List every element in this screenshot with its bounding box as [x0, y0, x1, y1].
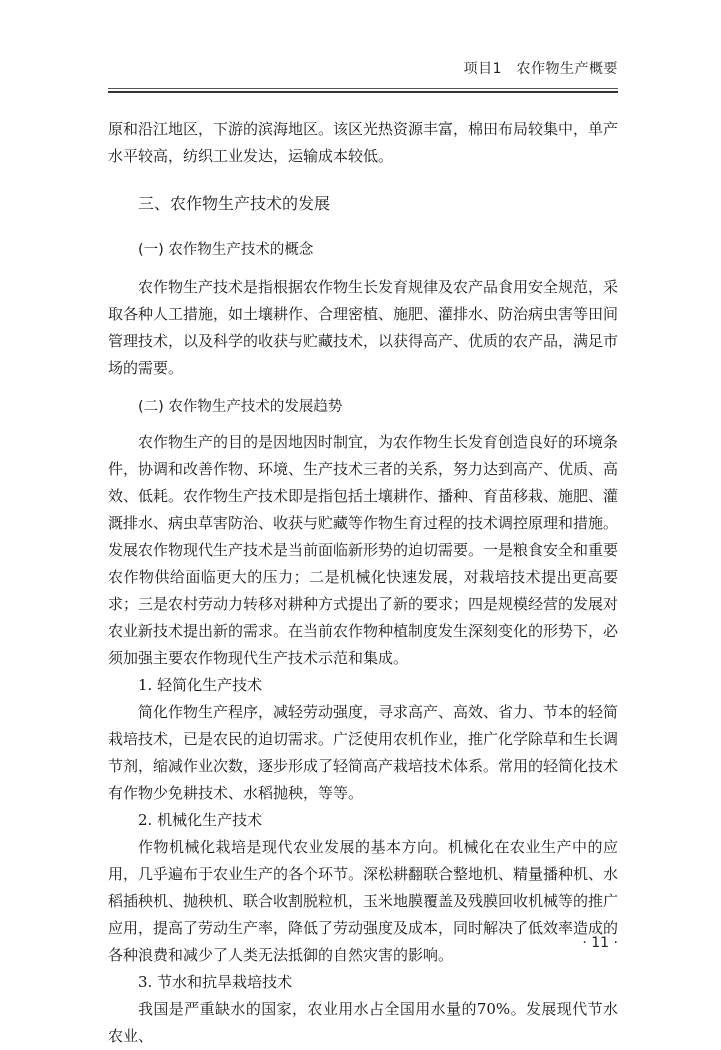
running-header: 项目1 农作物生产概要: [463, 61, 618, 77]
water-saving-paragraph: 我国是严重缺水的国家，农业用水占全国用水量的70%。发展现代节水农业、: [108, 1000, 618, 1045]
item-heading-mechanized: 2. 机械化生产技术: [138, 811, 263, 829]
page-body: [108, 116, 618, 1050]
item-heading-simplified: 1. 轻简化生产技术: [138, 676, 263, 694]
subsection-heading-trend: (二) 农作物生产技术的发展趋势: [138, 399, 343, 415]
header-rule-thick: [108, 91, 618, 93]
header-rule-thin: [108, 88, 618, 89]
trend-paragraph: 农作物生产的目的是因地因时制宜，为农作物生长发育创造良好的环境条件，协调和改善作物、环境、生产技术三者的关系，努力达到高产、优质、高效、低耗。农作物生产技术即是指包括土壤耕作、播种、育苗移栽、施肥、灌溉排水、病虫草害防治、收获与贮藏等作物生育过程的技术调控原理和措施。发展农作物现代生产技术是当前面临新形势的迫切需要。一是粮食安全和重要农作物供给面临更大的压力；二是机械化快速发展，对栽培技术提出更高要求；三是农村劳动力转移对耕种方式提出了新的要求；四是规模经营的发展对农业新技术提出新的需求。在当前农作物种植制度发生深刻变化的形势下，必须加强主要农作物现代生产技术示范和集成。: [108, 433, 619, 667]
intro-paragraph: 原和沿江地区，下游的滨海地区。该区光热资源丰富，棉田布局较集中，单产水平较高，纺织工业发达，运输成本较低。: [108, 120, 619, 165]
page-number: · 11 ·: [582, 935, 618, 951]
item-heading-water-saving: 3. 节水和抗旱栽培技术: [138, 973, 293, 991]
concept-paragraph: 农作物生产技术是指根据农作物生长发育规律及农产品食用安全规范，采取各种人工措施，如土壤耕作、合理密植、施肥、灌排水、防治病虫害等田间管理技术，以及科学的收获与贮藏技术，以获得高产、优质的农产品，满足市场的需要。: [108, 278, 619, 377]
subsection-heading-concept: (一) 农作物生产技术的概念: [138, 242, 314, 258]
section-heading: 三、农作物生产技术的发展: [138, 194, 331, 213]
simplified-paragraph: 简化作物生产程序，减轻劳动强度，寻求高产、高效、省力、节本的轻简栽培技术，已是农民的迫切需求。广泛使用农机作业，推广化学除草和生长调节剂，缩减作业次数，逐步形成了轻简高产栽培技术体系。常用的轻简化技术有作物少免耕技术、水稻抛秧，等等。: [108, 703, 619, 802]
mechanized-paragraph: 作物机械化栽培是现代农业发展的基本方向。机械化在农业生产中的应用，几乎遍布于农业生产的各个环节。深松耕翻联合整地机、精量播种机、水稻插秧机、抛秧机、联合收割脱粒机，玉米地膜覆盖及残膜回收机械等的推广应用，提高了劳动生产率，降低了劳动强度及成本，同时解决了低效率造成的各种浪费和减少了人类无法抵御的自然灾害的影响。: [108, 838, 619, 964]
